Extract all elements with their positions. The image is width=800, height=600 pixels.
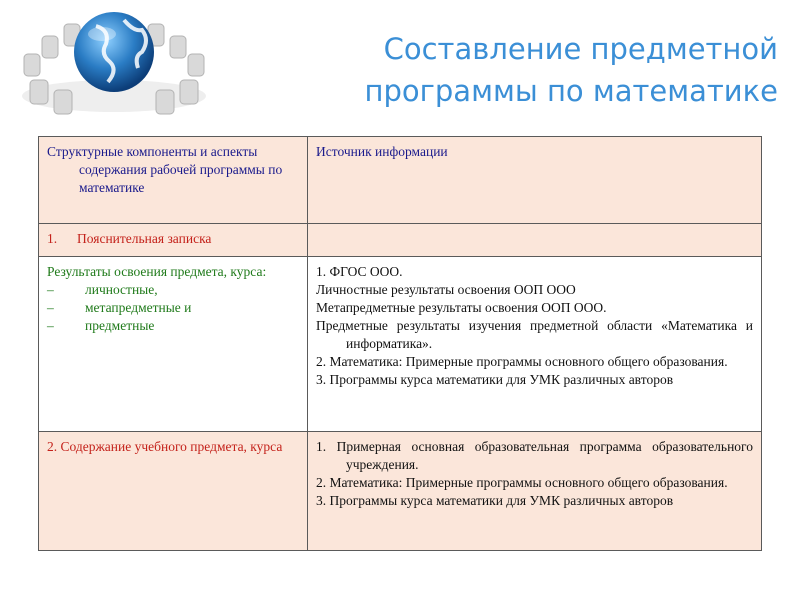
list-item — [47, 281, 299, 299]
learning-results-label: Результаты освоения предмета, курса: — [47, 264, 267, 279]
learning-results-cell — [39, 257, 308, 432]
slide-title-line-1: Составление предметной — [383, 32, 778, 66]
header-source-text: Источник информации — [316, 144, 448, 159]
explanatory-note-cell — [39, 224, 308, 257]
header-source-cell — [308, 137, 762, 224]
list-item — [47, 317, 299, 335]
course-content-source-cell — [308, 432, 762, 551]
bullet-personal: личностные, — [85, 282, 158, 297]
source-line: 3. Программы курса математики для УМК различных авторов — [316, 372, 674, 387]
source-line: 3. Программы курса математики для УМК различных авторов — [316, 493, 674, 508]
slide-title-line-2: программы по математике — [364, 74, 778, 108]
list-item — [47, 299, 299, 317]
globe-meeting-logo — [14, 6, 224, 118]
source-line: 2. Математика: Примерные программы основного общего образования. — [316, 475, 728, 490]
dash-marker: – — [47, 318, 54, 333]
dash-marker: – — [47, 300, 54, 315]
table-header-row — [39, 137, 762, 224]
source-line: Метапредметные результаты освоения ООП ООО. — [316, 300, 607, 315]
header-components-cell — [39, 137, 308, 224]
course-content-label: 2. Содержание учебного предмета, курса — [47, 439, 283, 454]
explanatory-note-number: 1. — [47, 231, 58, 246]
bullet-metasubject: метапредметные и — [85, 300, 192, 315]
table-row-learning-results — [39, 257, 762, 432]
program-structure-table — [38, 136, 762, 551]
explanatory-note-source-cell — [308, 224, 762, 257]
source-line: 1. Примерная основная образовательная программа образовательного учреждения. — [316, 439, 753, 472]
explanatory-note-label: Пояснительная записка — [77, 231, 212, 246]
source-line: 2. Математика: Примерные программы основного общего образования. — [316, 354, 728, 369]
source-line: Предметные результаты изучения предметной области «Математика и информатика». — [316, 318, 753, 351]
bullet-subject: предметные — [85, 318, 155, 333]
source-line: Личностные результаты освоения ООП ООО — [316, 282, 576, 297]
source-line: 1. ФГОС ООО. — [316, 264, 403, 279]
dash-marker: – — [47, 282, 54, 297]
table-row-course-content — [39, 432, 762, 551]
table-row-explanatory-note — [39, 224, 762, 257]
learning-results-source-cell — [308, 257, 762, 432]
header-components-text: Структурные компоненты и аспекты содержания рабочей программы по математике — [47, 144, 283, 195]
course-content-cell — [39, 432, 308, 551]
slide-title — [230, 28, 778, 112]
